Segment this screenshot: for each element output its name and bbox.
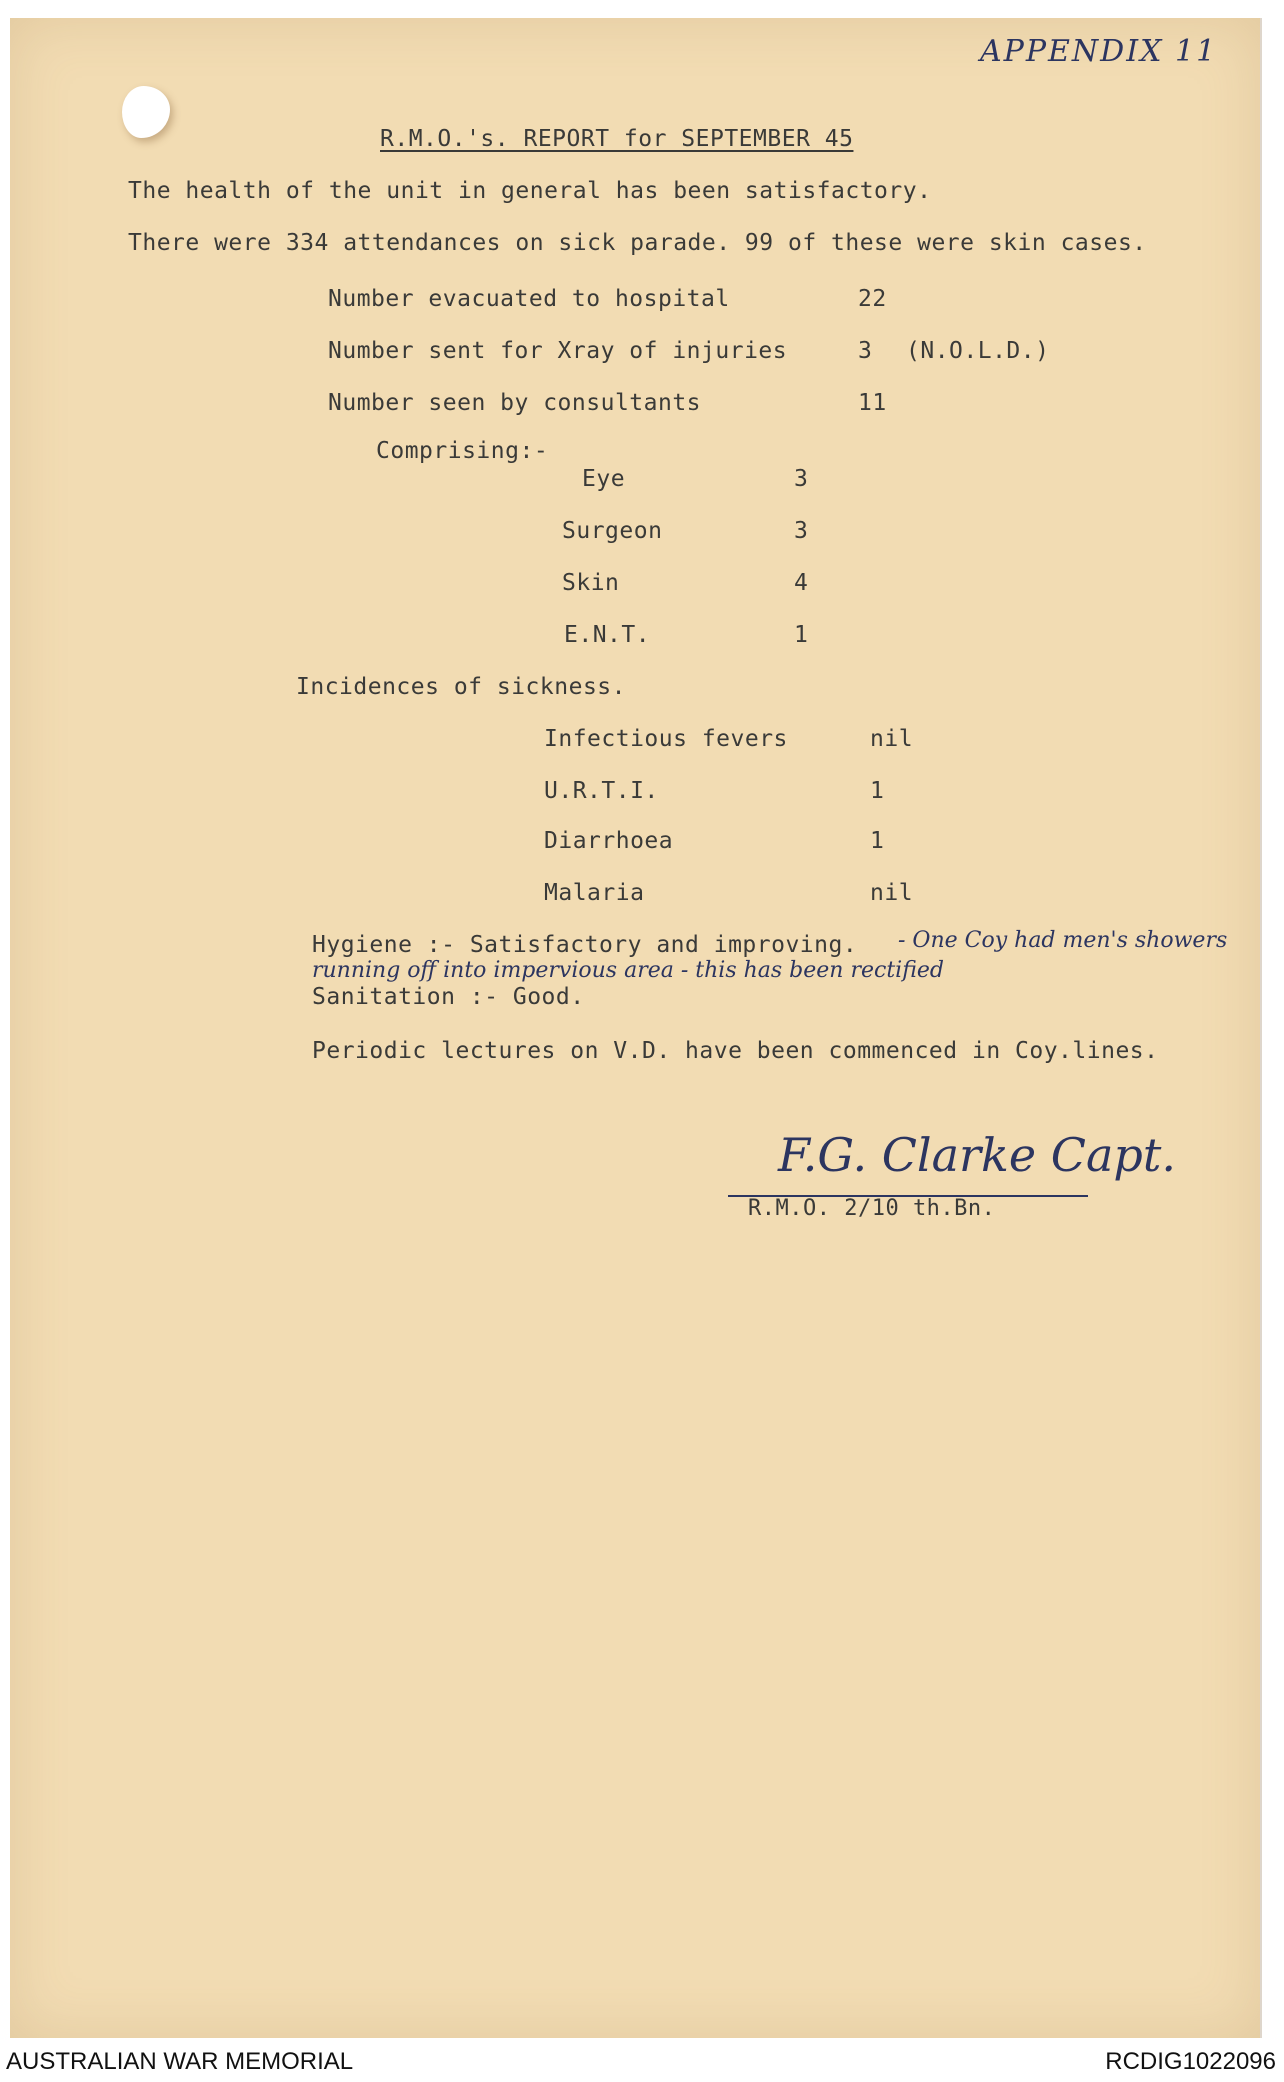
sickness-item-label: Diarrhoea — [544, 828, 674, 854]
report-title: R.M.O.'s. REPORT for SEPTEMBER 45 — [380, 126, 854, 152]
stat-label: Number sent for Xray of injuries — [328, 338, 788, 364]
stat-label: Number evacuated to hospital — [328, 286, 730, 312]
consultant-value: 3 — [794, 466, 809, 492]
hygiene-handwritten-note: running off into impervious area - this has been rectified — [312, 958, 944, 983]
torn-hole — [122, 86, 170, 138]
stat-note: (N.O.L.D.) — [906, 338, 1050, 364]
consultant-value: 1 — [794, 622, 809, 648]
sanitation-line: Sanitation :- Good. — [312, 984, 585, 1010]
signature-title: R.M.O. 2/10 th.Bn. — [748, 1196, 996, 1221]
consultant-value: 4 — [794, 570, 809, 596]
consultant-label: Skin — [562, 570, 620, 596]
intro-line-1: The health of the unit in general has been satisfactory. — [128, 178, 932, 204]
consultant-label: E.N.T. — [564, 622, 651, 648]
hygiene-handwritten-note: - One Coy had men's showers — [898, 928, 1228, 953]
stat-value: 11 — [858, 390, 887, 416]
footer-source: AUSTRALIAN WAR MEMORIAL — [6, 2048, 354, 2075]
consultant-label: Eye — [582, 466, 626, 492]
sickness-item-label: Infectious fevers — [544, 726, 788, 752]
lectures-line: Periodic lectures on V.D. have been commenced in Coy.lines. — [312, 1038, 1159, 1064]
consultant-value: 3 — [794, 518, 809, 544]
hygiene-line: Hygiene :- Satisfactory and improving. — [312, 932, 858, 958]
comprising-label: Comprising:- — [376, 438, 549, 464]
stat-value: 22 — [858, 286, 887, 312]
sickness-item-label: Malaria — [544, 880, 645, 906]
consultant-label: Surgeon — [562, 518, 663, 544]
sickness-item-label: U.R.T.I. — [544, 778, 659, 804]
document-sheet — [10, 18, 1262, 2038]
sickness-item-value: 1 — [870, 778, 885, 804]
intro-line-2: There were 334 attendances on sick parade. 99 of these were skin cases. — [128, 230, 1147, 256]
footer-id: RCDIG1022096 — [1105, 2048, 1276, 2075]
appendix-note: APPENDIX 11 — [980, 34, 1218, 69]
signature: F.G. Clarke Capt. — [778, 1128, 1176, 1182]
sickness-item-value: nil — [870, 726, 914, 752]
sickness-item-value: 1 — [870, 828, 885, 854]
stat-value: 3 — [858, 338, 873, 364]
sickness-label: Incidences of sickness. — [296, 674, 626, 700]
sickness-item-value: nil — [870, 880, 914, 906]
stat-label: Number seen by consultants — [328, 390, 702, 416]
